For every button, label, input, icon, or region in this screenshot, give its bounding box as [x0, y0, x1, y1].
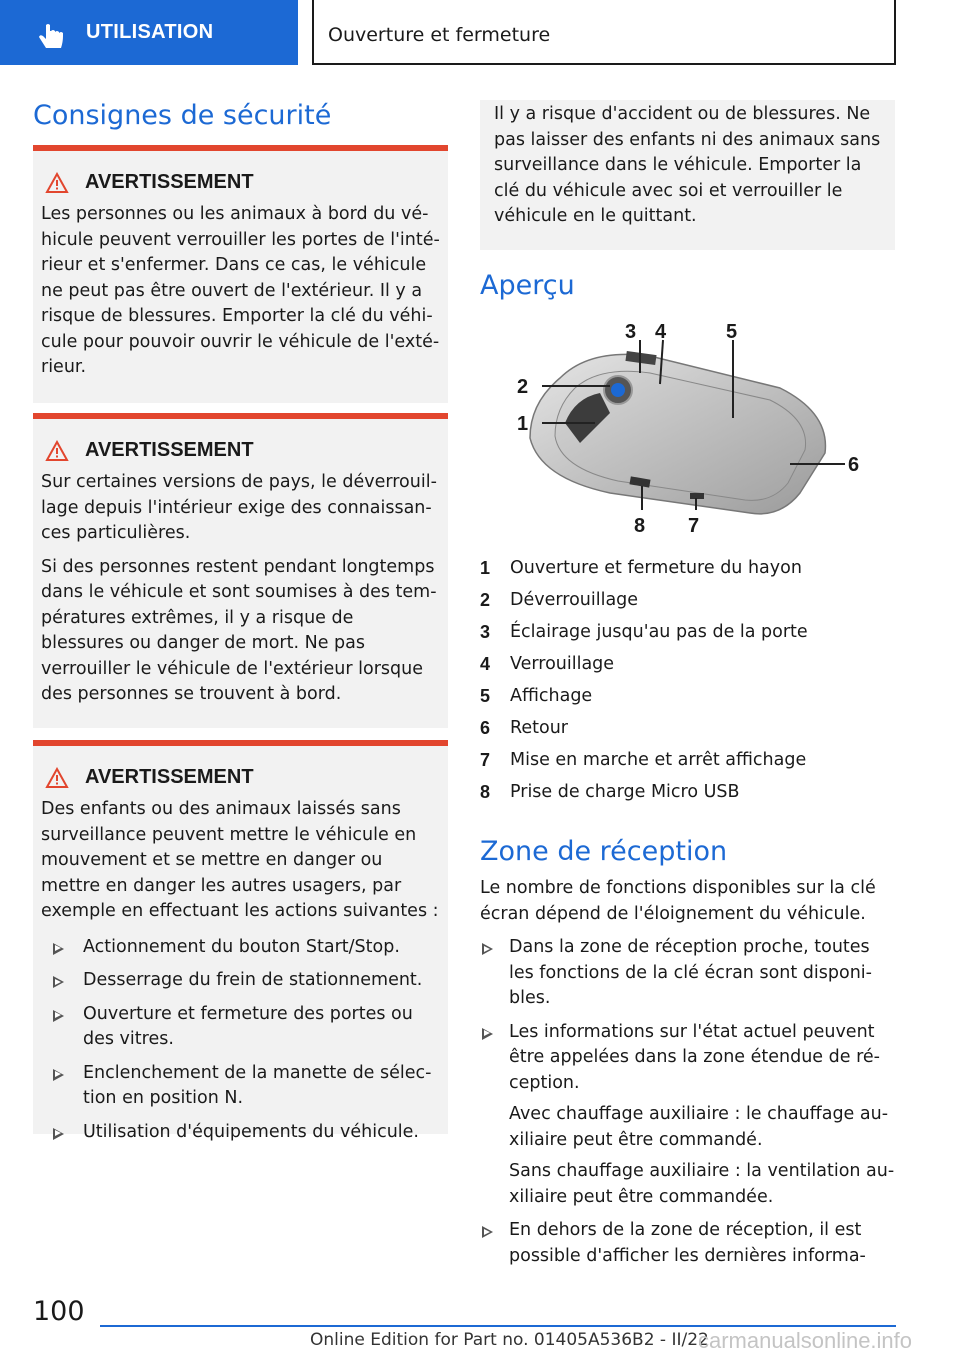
edition-footer: Online Edition for Part no. 01405A536B2 - II/22	[310, 1330, 709, 1350]
zone-section	[480, 876, 895, 1277]
section-tab[interactable]	[0, 0, 298, 65]
zone-intro: Le nombre de fonctions disponibles sur la clé écran dépend de l'éloignement du véhicule.	[480, 878, 876, 924]
warning-title: AVERTISSEMENT	[41, 171, 440, 194]
callout-7: 7	[688, 515, 700, 537]
sub-paragraph: Avec chauffage auxiliaire : le chauffage auxiliaire peut être commandé.	[509, 1104, 889, 1150]
callout-5: 5	[726, 321, 738, 343]
callout-3: 3	[625, 321, 637, 343]
zone-heading: Zone de réception	[480, 836, 728, 867]
warning-box-2	[33, 413, 448, 728]
list-item: Ouverture et fermeture des portes ou des vitres.	[41, 1002, 440, 1053]
list-item: Desserrage du frein de stationnement.	[41, 968, 440, 994]
bullet-triangle-icon	[53, 1128, 64, 1140]
bullet-triangle-icon	[53, 943, 64, 955]
list-item: Enclenchement de la manette de sélection en position N.	[41, 1061, 440, 1112]
legend-item: 4 Verrouillage	[480, 653, 615, 674]
overview-heading: Aperçu	[480, 270, 575, 301]
legend-item: 5 Affichage	[480, 685, 593, 706]
warning-text: Des enfants ou des animaux laissés sans surveillance peuvent mettre le véhicule en mouvement et se mettre en danger ou mettre en danger les autres usagers, par exemple en effectuant les actions suivantes :	[41, 799, 439, 921]
warning-triangle-icon	[45, 767, 69, 789]
warning-box-3	[33, 740, 448, 1142]
legend-item: 2 Déverrouillage	[480, 589, 639, 610]
footer-divider	[100, 1325, 896, 1327]
callout-2: 2	[517, 376, 529, 398]
legend-item: 3 Éclairage jusqu'au pas de la porte	[480, 621, 808, 642]
watermark: carmanualsonline.info	[698, 1328, 913, 1353]
bullet-triangle-icon	[53, 1069, 64, 1081]
list-item: Les informations sur l'état actuel peuvent être appelées dans la zone étendue de réception. Avec chauffage auxiliaire : le chauffage auxiliaire peut être commandé. Sans chauffage auxiliaire : la ventilation auxiliaire peut être commandée.	[480, 1020, 895, 1211]
legend-item: 1 Ouverture et fermeture du hayon	[480, 557, 802, 578]
warning-text: Sur certaines versions de pays, le déverrouillage depuis l'intérieur exige des connaissances particulières.	[41, 472, 437, 543]
legend-item: 6 Retour	[480, 717, 568, 738]
warning-triangle-icon	[45, 440, 69, 462]
callout-6: 6	[848, 454, 860, 476]
chapter-title: Ouverture et fermeture	[328, 24, 551, 46]
list-item: Utilisation d'équipements du véhicule.	[41, 1120, 440, 1146]
action-list	[41, 935, 440, 1146]
bullet-triangle-icon	[482, 943, 493, 955]
section-title: UTILISATION	[86, 21, 214, 43]
bullet-triangle-icon	[53, 1010, 64, 1022]
callout-1: 1	[517, 413, 529, 435]
list-item: Dans la zone de réception proche, toutes les fonctions de la clé écran sont disponibles.	[480, 935, 895, 1012]
warning-title: AVERTISSEMENT	[41, 766, 440, 789]
warning-triangle-icon	[45, 172, 69, 194]
legend-list	[480, 552, 895, 808]
legend-item: 7 Mise en marche et arrêt affichage	[480, 749, 807, 770]
warning-title: AVERTISSEMENT	[41, 439, 440, 462]
bullet-triangle-icon	[53, 976, 64, 988]
hand-icon	[36, 22, 66, 52]
bullet-triangle-icon	[482, 1226, 493, 1238]
callout-8: 8	[634, 515, 646, 537]
list-item: En dehors de la zone de réception, il est possible d'afficher les dernières informa-	[480, 1218, 895, 1269]
page-number: 100	[33, 1296, 85, 1327]
warning-text: Les personnes ou les animaux à bord du véhicule peuvent verrouiller les portes de l'intérieur et s'enfermer. Dans ce cas, le véhicule ne peut pas être ouvert de l'extérieur. Il y a risque de blessures. Emporter la clé du véhicule pour pouvoir ouvrir le véhicule de l'extérieur.	[41, 204, 440, 377]
legend-item: 8 Prise de charge Micro USB	[480, 781, 740, 802]
callout-4: 4	[655, 321, 667, 343]
zone-list	[480, 935, 895, 1269]
display-key-illustration	[500, 318, 880, 542]
continued-warning: Il y a risque d'accident ou de blessures. Ne pas laisser des enfants ni des animaux sans surveillance dans le véhicule. Emporter la clé du véhicule avec soi et verrouiller le véhicule en le quittant.	[480, 100, 895, 250]
bullet-triangle-icon	[482, 1028, 493, 1040]
safety-heading: Consignes de sécurité	[33, 100, 332, 131]
list-item: Actionnement du bouton Start/Stop.	[41, 935, 440, 961]
chapter-header	[312, 0, 896, 65]
warning-box-1	[33, 145, 448, 403]
sub-paragraph: Sans chauffage auxiliaire : la ventilation auxiliaire peut être commandée.	[509, 1161, 895, 1207]
warning-text: Si des personnes restent pendant longtemps dans le véhicule et sont soumises à des températures extrêmes, il y a risque de blessures ou danger de mort. Ne pas verrouiller le véhicule de l'extérieur lorsque des personnes se trouvent à bord.	[41, 556, 437, 704]
